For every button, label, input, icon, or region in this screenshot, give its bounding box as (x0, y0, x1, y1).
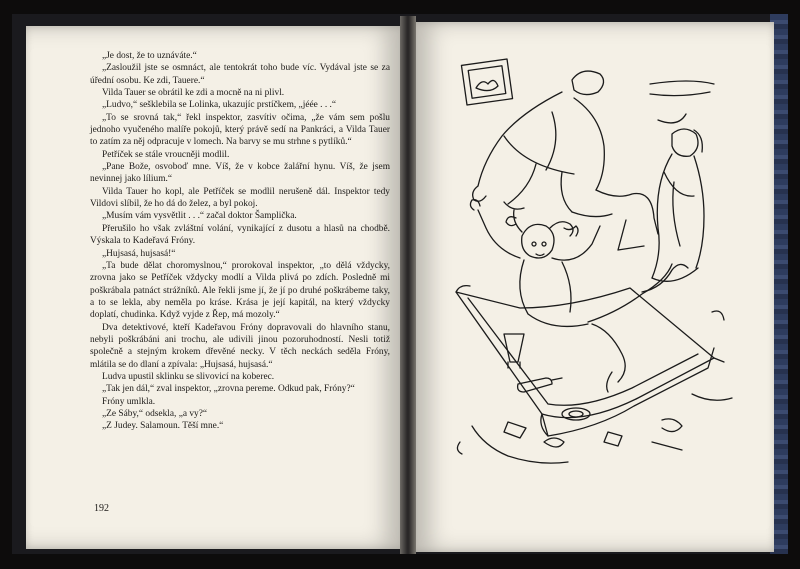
paragraph: „Ta bude dělat choromyslnou,“ prorokoval inspektor, „to dělá vždycky, zrovna jako se Petříček vždycky modlí a Vilda plivá po zdích. Posledně mi poškrábala patnáct strážníků. Ale řekli jsme jí, že jí po druhé poškrábeme taky, a to se lekla, aby neměla po kráse. Krása je její kapitál, na který vždycky doplatí, chudinka. Když vyjde z Řep, má mozoly.“ (90, 260, 390, 321)
paragraph: „Musím vám vysvětlit . . .“ začal doktor Šamplička. (102, 211, 297, 222)
paragraph: „To se srovná tak,“ řekl inspektor, zasvítiv očima, „že vám sem pošlu jednoho vyučeného malíře pokojů, který právě sedí na Pankráci, a Vilda Tauer to zatím za něj odpracuje v lomech. Na barvy se mu strhne s pytlíků.“ (90, 112, 390, 148)
paragraph: Petříček se stále vroucněji modlil. (102, 149, 230, 160)
illustration (412, 22, 774, 552)
page-number: 192 (94, 503, 109, 514)
paragraph: „Je dost, že to uznáváte.“ (102, 51, 197, 61)
paragraph: Vilda Tauer ho kopl, ale Petříček se modlil nerušeně dál. Inspektor tedy Vildovi slíbil, že ho dá do želez, a byl pokoj. (90, 186, 390, 210)
paragraph: Fróny umlkla. (102, 396, 156, 407)
woman-in-tub (470, 200, 688, 392)
paragraph: „Hujsasá, hujsasá!“ (102, 248, 176, 259)
paragraph: „Z Judey. Salamoun. Těší mne.“ (102, 421, 224, 432)
man-carrying-tub (473, 71, 658, 250)
man-second (652, 129, 704, 281)
paragraph: Přerušilo ho však zvláštní volání, vynikající z dusotu a hlasů na chodbě. Výskala to Kadeřavá Fróny. (90, 223, 390, 247)
paragraph: Ludva upustil sklinku se slivovicí na koberec. (102, 371, 275, 382)
paragraph: „Pane Bože, osvoboď mne. Víš, že v kobce žalářní hynu. Víš, že jsem nevinnej jako lílium.“ (90, 162, 390, 185)
wall-picture (461, 59, 512, 105)
paragraph: „Zasloužil jste se osmnáct, ale tentokrát toho bude víc. Vydával jste se za úřední osobu. Ke zdi, Tauere.“ (90, 63, 390, 86)
paragraph: „Ze Sáby,“ odsekla, „a vy?“ (102, 408, 208, 419)
paragraph: „Ludvo,“ sešklebila se Lolinka, ukazujíc prstíčkem, „jéée . . .“ (102, 100, 337, 111)
floor-objects (457, 311, 732, 463)
paragraph: Dva detektivové, kteří Kadeřavou Fróny dopravovali do hlavního stanu, nebyli poškrábáni ani trochu, ale udivili jinou pozoruhodností. Nesli totiž společně a stejným krokem dřevěné necky. V těch neckách seděla Fróny, mlátila se do dlaní a zpívala: „Hujsasá, hujsasá.“ (90, 322, 390, 370)
left-page-text (90, 50, 390, 433)
paragraph: „Tak jen dál,“ zval inspektor, „zrovna pereme. Odkud pak, Fróny?“ (102, 384, 355, 395)
paragraph: Vilda Tauer se obrátil ke zdi a mocně na ni plivl. (102, 88, 285, 99)
